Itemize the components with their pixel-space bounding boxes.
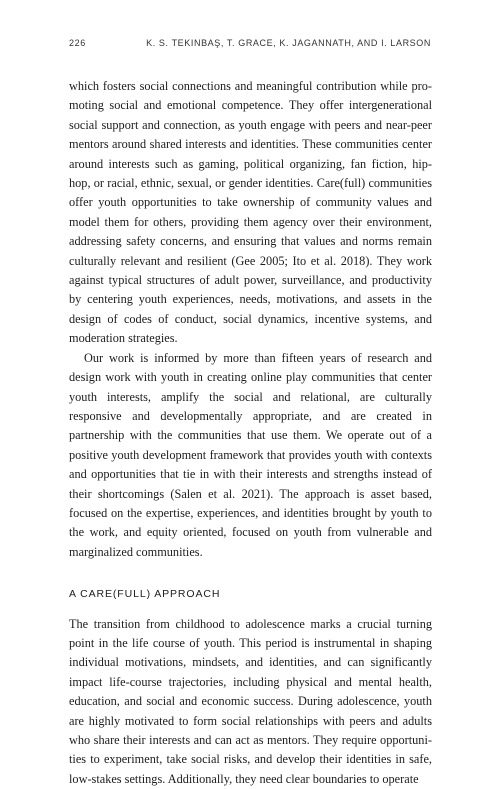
paragraph-transition: The transition from childhood to adolescence marks a crucial turning point in the life course of youth. This period is instrumental in shaping individual motivations, mindsets, and identities, and can significantly impact life-course trajectories, including physical and mental health, education, and social and economic success. During adolescence, youth are highly motivated to form social relationships with peers and adults who share their interests and can act as mentors. They require opportunities to experiment, take social risks, and develop their identities in safe, low-stakes settings. Additionally, they need clear boundaries to operate [69, 616, 432, 786]
paragraph-research-background: Our work is informed by more than fifteen years of research and design work with youth in creating online play communities that center youth interests, amplify the social and relational, are culturally responsive and developmentally appropriate, and are created in partnership with the communities that use them. We operate out of a positive youth development framework that provides youth with contexts and opportunities that tie in with their interests and strengths instead of their shortcomings (Salen et al. 2021). The approach is asset based, focused on the expertise, experiences, and identities brought by youth to the work, and equity oriented, focused on youth from vulnerable and marginalized communities. [69, 350, 432, 559]
running-header [69, 38, 431, 48]
section-heading: A CARE(FULL) APPROACH [69, 588, 221, 601]
paragraph-continuation: which fosters social connections and meaningful contribution while promoting social and emotional competence. They offer intergenerational social support and connection, as youth engage with peers and near-peer mentors around shared interests and identities. These communities center around interests such as gaming, political organizing, fan fiction, hip-hop, or racial, ethnic, sexual, or gender identities. Care(full) communities offer youth opportunities to take ownership of community values and model them for others, providing them agency over their environment, addressing safety concerns, and ensuring that values and norms remain culturally relevant and resilient (Gee 2005; Ito et al. 2018). They work against typical structures of adult power, surveillance, and productivity by centering youth experiences, needs, motivations, and assets in the design of codes of conduct, social dynamics, incentive systems, and moderation strategies. [69, 79, 432, 346]
running-head: K. S. TEKINBAŞ, T. GRACE, K. JAGANNATH, AND I. LARSON [146, 38, 431, 48]
page-body [69, 77, 432, 789]
page-number: 226 [69, 38, 86, 48]
